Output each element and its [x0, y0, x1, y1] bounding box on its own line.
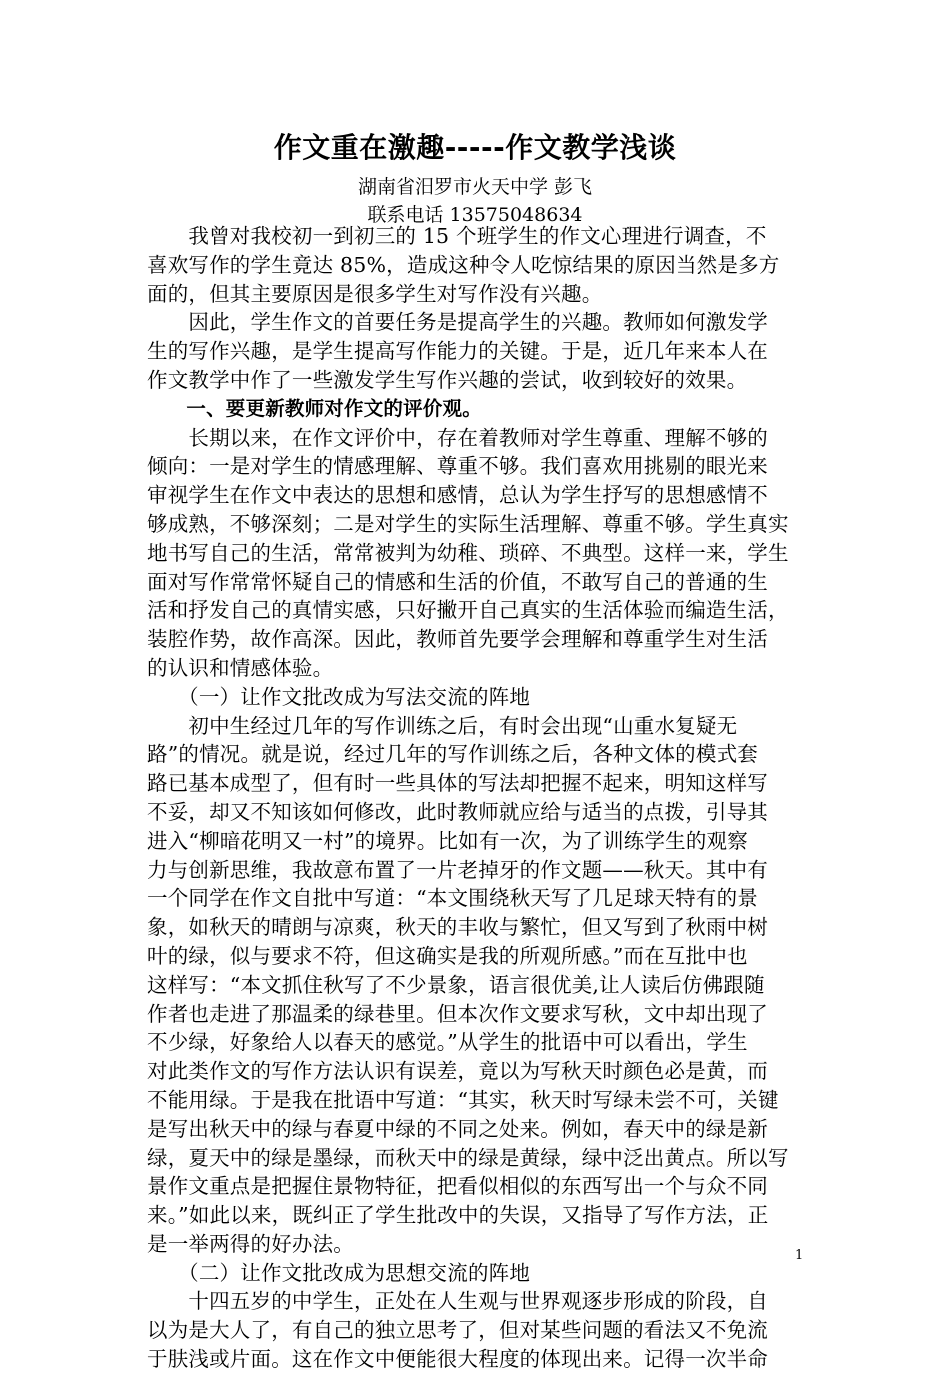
body-line: 景作文重点是把握住景物特征，把看似相似的东西写出一个与众不同 — [147, 1174, 768, 1199]
body-line: 对此类作文的写作方法认识有误差，竟以为写秋天时颜色必是黄，而 — [147, 1059, 768, 1084]
body-line: 力与创新思维，我故意布置了一片老掉牙的作文题——秋天。其中有 — [147, 857, 768, 882]
body-line: 长期以来，在作文评价中，存在着教师对学生尊重、理解不够的 — [147, 425, 768, 450]
body-line: 地书写自己的生活，常常被判为幼稚、琐碎、不典型。这样一来，学生 — [147, 540, 789, 565]
body-line: 于肤浅或片面。这在作文中便能很大程度的体现出来。记得一次半命 — [147, 1347, 768, 1372]
body-line: 我曾对我校初一到初三的 15 个班学生的作文心理进行调查，不 — [147, 224, 767, 248]
document-title: 作文重在激趣-----作文教学浅谈 — [273, 131, 677, 164]
body-line: 审视学生在作文中表达的思想和感情，总认为学生抒写的思想感情不 — [147, 483, 768, 508]
body-line: 路”的情况。就是说，经过几年的写作训练之后，各种文体的模式套 — [147, 742, 758, 767]
body-line: 不少绿，好象给人以春天的感觉。”从学生的批语中可以看出，学生 — [147, 1030, 748, 1055]
body-line: 路已基本成型了，但有时一些具体的写法却把握不起来，明知这样写 — [147, 771, 768, 796]
body-line: 进入“柳暗花明又一村”的境界。比如有一次，为了训练学生的观察 — [147, 828, 748, 853]
body-line: 因此，学生作文的首要任务是提高学生的兴趣。教师如何激发学 — [147, 310, 768, 335]
body-line: 的认识和情感体验。 — [147, 655, 334, 680]
body-line: 是一举两得的好办法。 — [147, 1231, 354, 1256]
body-line: 是写出秋天中的绿与春夏中绿的不同之处来。例如，春天中的绿是新 — [147, 1116, 768, 1141]
body-line: 面的，但其主要原因是很多学生对写作没有兴趣。 — [147, 281, 603, 306]
body-line: 活和抒发自己的真情实感，只好撇开自己真实的生活体验而编造生活， — [147, 598, 789, 623]
body-line: 一个同学在作文自批中写道：“本文围绕秋天写了几足球天特有的景 — [147, 886, 758, 911]
body-line: 来。”如此以来，既纠正了学生批改中的失误，又指导了写作方法，正 — [147, 1203, 769, 1228]
body-line: 装腔作势，故作高深。因此，教师首先要学会理解和尊重学生对生活 — [147, 627, 768, 652]
body-line: 够成熟，不够深刻；二是对学生的实际生活理解、尊重不够。学生真实 — [147, 511, 789, 536]
body-line: 初中生经过几年的写作训练之后，有时会出现“山重水复疑无 — [147, 713, 738, 738]
body-line: 这样写：“本文抓住秋写了不少景象，语言很优美,让人读后仿佛跟随 — [147, 972, 765, 997]
body-line: 喜欢写作的学生竟达 85%，造成这种令人吃惊结果的原因当然是多方 — [147, 252, 780, 277]
body-line: 作文教学中作了一些激发学生写作兴趣的尝试，收到较好的效果。 — [147, 367, 748, 392]
body-line: 十四五岁的中学生，正处在人生观与世界观逐步形成的阶段，自 — [147, 1289, 768, 1314]
body-line: 不能用绿。于是我在批语中写道：“其实，秋天时写绿未尝不可，关键 — [147, 1087, 779, 1112]
author-line: 湖南省汨罗市火天中学 彭飞 — [357, 176, 593, 198]
body-line: 绿，夏天中的绿是墨绿，而秋天中的绿是黄绿，绿中泛出黄点。所以写 — [147, 1145, 789, 1170]
body-line: 作者也走进了那温柔的绿巷里。但本次作文要求写秋，文中却出现了 — [147, 1001, 768, 1026]
body-line: 叶的绿，似与要求不符，但这确实是我的所观所感。”而在互批中也 — [147, 943, 748, 968]
body-line: 不妥，却又不知该如何修改，此时教师就应给与适当的点拨，引导其 — [147, 799, 768, 824]
body-line: 倾向：一是对学生的情感理解、尊重不够。我们喜欢用挑剔的眼光来 — [147, 454, 768, 479]
section-heading: 一、要更新教师对作文的评价观。 — [147, 396, 482, 420]
body-line: 生的写作兴趣，是学生提高写作能力的关键。于是，近几年来本人在 — [147, 339, 768, 364]
body-line: （二）让作文批改成为思想交流的阵地 — [147, 1260, 531, 1285]
phone-line: 联系电话 13575048634 — [367, 204, 583, 226]
document-body — [147, 222, 807, 1374]
page-number: 1 — [795, 1248, 804, 1263]
body-line: 以为是大人了，有自己的独立思考了，但对某些问题的看法又不免流 — [147, 1318, 768, 1343]
body-line: 面对写作常常怀疑自己的情感和生活的价值，不敢写自己的普通的生 — [147, 569, 768, 594]
body-line: 象，如秋天的晴朗与凉爽，秋天的丰收与繁忙，但又写到了秋雨中树 — [147, 915, 768, 940]
body-line: （一）让作文批改成为写法交流的阵地 — [147, 684, 531, 709]
